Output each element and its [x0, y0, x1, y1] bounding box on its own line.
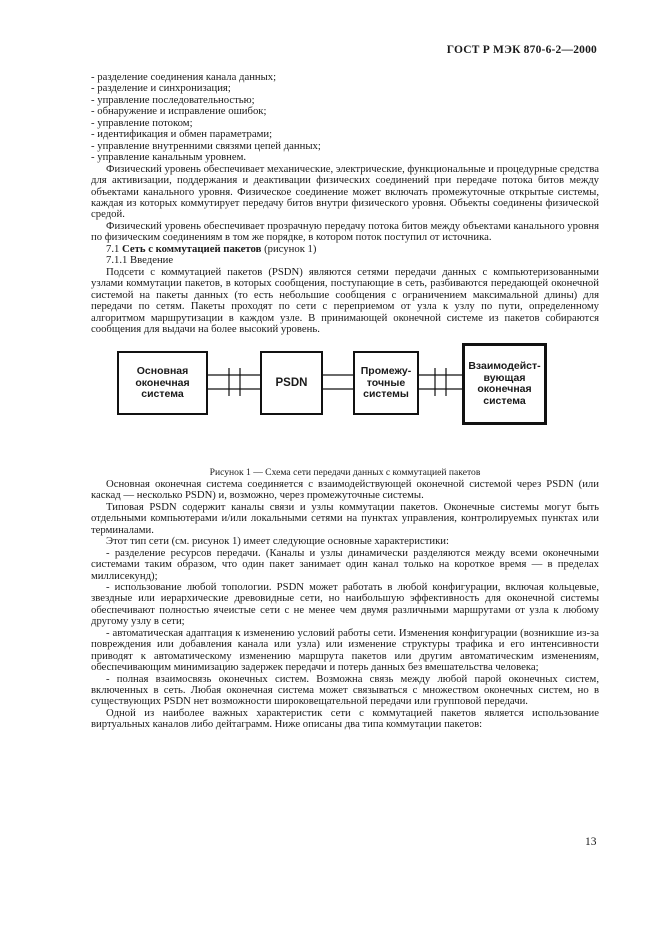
list-item: - полная взаимосвязь оконечных систем. Возможна связь между любой парой оконечных систем, включенных в сеть. Любая оконечная система может связываться с множеством оконечных систем, но в существующих PSDN нет возможности широковещательной передачи или групповой передачи. — [91, 672, 599, 708]
figure-1-diagram — [91, 349, 599, 467]
host-end-system-box — [117, 351, 208, 415]
section-number: 7.1 — [106, 242, 120, 255]
list-item: - управление канальным уровнем. — [91, 151, 247, 164]
paragraph-final: Одной из наиболее важных характеристик сети с коммутацией пакетов является использование виртуальных каналов либо дейтаграмм. Ниже описаны два типа коммутации пакетов: — [91, 706, 599, 731]
characteristics-list — [91, 548, 599, 708]
box-label: Взаимодейст- вующая оконечная система — [468, 360, 541, 407]
paragraph-after-figure-1: Основная оконечная система соединяется с взаимодействующей оконечной системой через PSDN (или каскад — несколько PSDN) и, возможно, через промежуточные системы. — [91, 477, 599, 502]
list-item: - использование любой топологии. PSDN может работать в любой конфигурации, включая кольцевые, звездные или иерархические древовидные сети, но наибольшую эффективность для оконечной системы обеспечивают полностью ячеистые сети с не менее чем двумя различными маршрутами от узла к любому другому узлу в сети; — [91, 580, 599, 628]
list-item: - разделение соединения канала данных; — [91, 71, 277, 83]
list-item: - обнаружение и исправление ошибок; — [91, 105, 267, 118]
paragraph-psdn-intro: Подсети с коммутацией пакетов (PSDN) являются сетями передачи данных с компьютеризованными узлами коммутации пакетов, в которых сообщения, поступающие в сеть, разбиваются передающей оконечной системой на пакеты данных (то есть небольшие сообщения с ограничением максимальной длины) для передачи по сетям. Пакеты проходят по сети с переприемом от узла к узлу по пути, определенному алгоритмом маршрутизации в каждом узле. В принимающей оконечной системе из пакетов собираются сообщения для выдачи на более высокий уровень. — [91, 265, 599, 335]
box-label: Промежу- точные системы — [360, 365, 412, 401]
section-number: 7.1.1 — [106, 254, 128, 267]
list-item: - идентификация и обмен параметрами; — [91, 128, 273, 141]
list-item: - управление потоком; — [91, 116, 193, 129]
section-heading-7-1-1 — [91, 255, 599, 266]
main-text — [91, 72, 599, 731]
list-item: - разделение и синхронизация; — [91, 82, 231, 95]
psdn-box — [260, 351, 323, 415]
section-title: Сеть с коммутацией пакетов — [122, 242, 262, 255]
paragraph-characteristics-intro: Этот тип сети (см. рисунок 1) имеет следующие основные характеристики: — [106, 535, 449, 548]
paragraph-physical-1: Физический уровень обеспечивает механические, электрические, функциональные и процедурные средства для активизации, поддержания и деактивации физических соединений при передаче потока битов между объектами канального уровня. Физическое соединение может включать промежуточные открытые системы, каждая из которых коммутирует передачу битов внутри физического уровня. Объекты соединены физической средой. — [91, 162, 599, 221]
list-item: - разделение ресурсов передачи. (Каналы и узлы динамически разделяются между всеми оконечными системами таким образом, что один пакет занимает один канал только на короткое время — в пределах миллисекунд); — [91, 546, 599, 582]
peer-end-system-box — [462, 343, 547, 425]
section-title: Введение — [130, 254, 174, 267]
box-label: Основная оконечная система — [135, 365, 190, 401]
list-item: - автоматическая адаптация к изменению условий работы сети. Изменения конфигурации (возникшие из-за повреждения или добавления канала или узла) или изменение структуры трафика и его интенсивности приводят к автоматическому изменению маршрута пакетов или другим автоматическим изменениям, обеспечивающим минимизацию задержек передачи и потерь данных без вмешательства человека; — [91, 626, 599, 674]
intermediate-systems-box — [353, 351, 419, 415]
figure-caption: Рисунок 1 — Схема сети передачи данных с коммутацией пакетов — [209, 467, 481, 479]
box-label: PSDN — [275, 376, 308, 389]
list-item: - управление внутренними связями цепей данных; — [91, 139, 321, 152]
list-item: - управление последовательностью; — [91, 93, 255, 106]
document-code-header: ГОСТ Р МЭК 870-6-2—2000 — [446, 44, 597, 56]
paragraph-after-figure-2: Типовая PSDN содержит каналы связи и узлы коммутации пакетов. Оконечные системы могут быть отдельными компьютерами и/или локальными сетями на пунктах управления, контролируемых пунктах или терминалами. — [91, 500, 599, 536]
function-list — [91, 72, 599, 164]
section-figure-ref: (рисунок 1) — [264, 242, 317, 255]
page-number: 13 — [585, 836, 597, 848]
paragraph-physical-2: Физический уровень обеспечивает прозрачную передачу потока битов между объектами канального уровня по физическим соединениям в том же порядке, в котором поток поступил от источника. — [91, 219, 599, 244]
